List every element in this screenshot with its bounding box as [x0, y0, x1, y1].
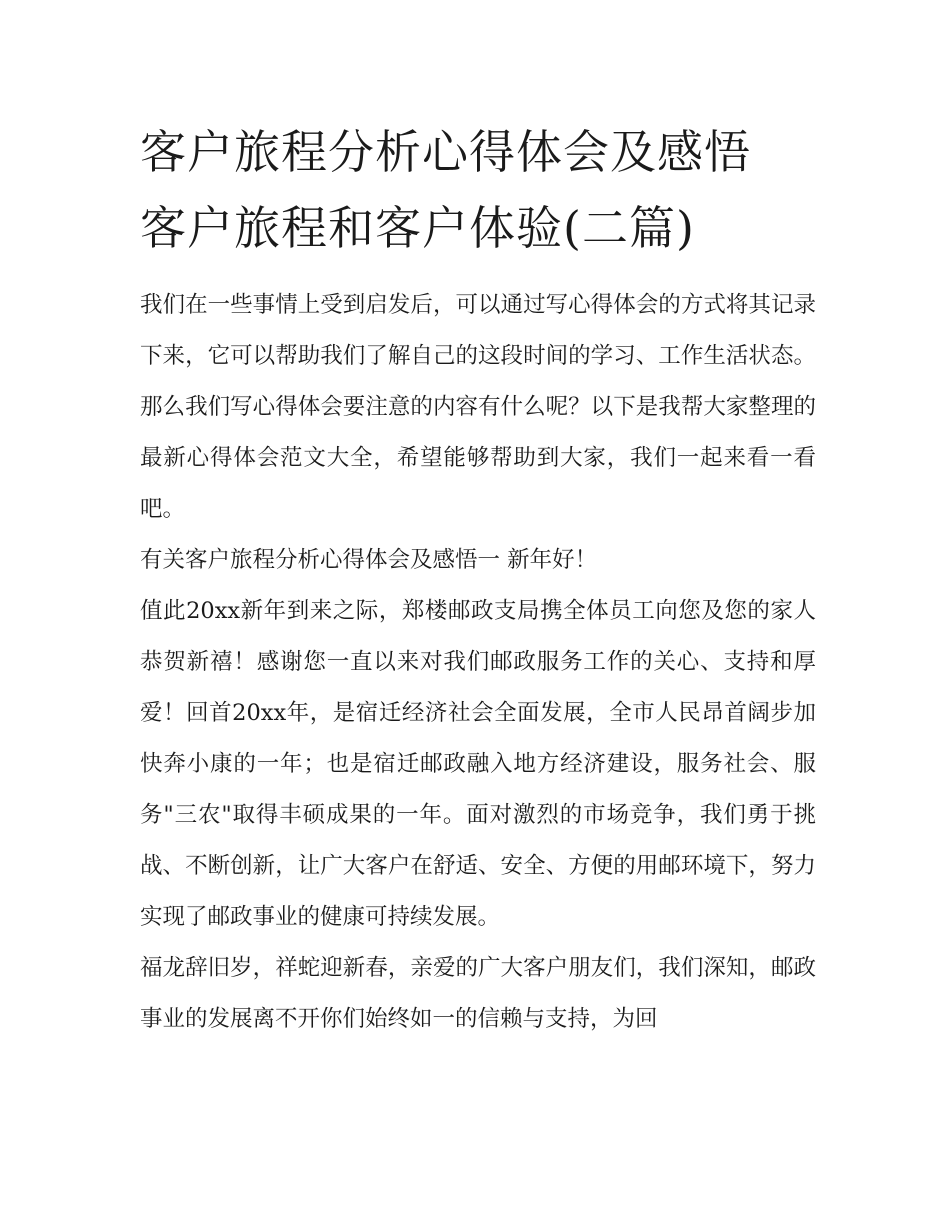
document-body [140, 280, 816, 1045]
body-paragraph: 福龙辞旧岁，祥蛇迎新春，亲爱的广大客户朋友们，我们深知，邮政事业的发展离不开你们始终如一的信赖与支持，为回 [140, 955, 816, 1032]
section-heading-paragraph: 有关客户旅程分析心得体会及感悟一 新年好！ [140, 547, 598, 573]
title-line-1: 客户旅程分析心得体会及感悟 [140, 125, 751, 179]
intro-paragraph: 我们在一些事情上受到启发后，可以通过写心得体会的方式将其记录下来，它可以帮助我们了解自己的这段时间的学习、工作生活状态。那么我们写心得体会要注意的内容有什么呢？以下是我帮大家整理的最新心得体会范文大全，希望能够帮助到大家，我们一起来看一看吧。 [140, 292, 816, 522]
document-title [140, 114, 820, 266]
title-line-2: 客户旅程和客户体验(二篇) [140, 201, 695, 255]
body-paragraph: 值此20xx新年到来之际，郑楼邮政支局携全体员工向您及您的家人恭贺新禧！感谢您一直以来对我们邮政服务工作的关心、支持和厚爱！回首20xx年，是宿迁经济社会全面发展，全市人民昂首阔步加快奔小康的一年；也是宿迁邮政融入地方经济建设，服务社会、服务"三农"取得丰硕成果的一年。面对激烈的市场竞争，我们勇于挑战、不断创新，让广大客户在舒适、安全、方便的用邮环境下，努力实现了邮政事业的健康可持续发展。 [140, 598, 816, 930]
